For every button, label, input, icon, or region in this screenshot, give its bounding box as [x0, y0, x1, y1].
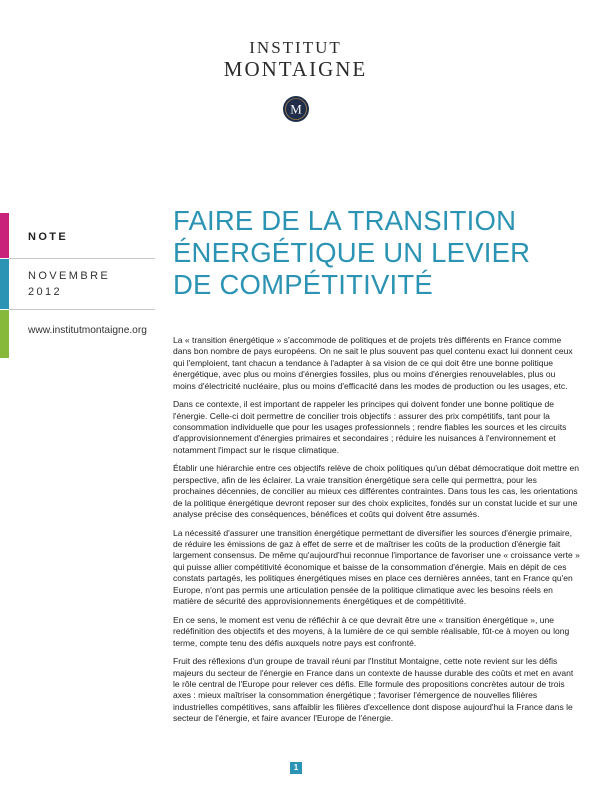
date-color-bar — [0, 259, 9, 309]
body-paragraph: Dans ce contexte, il est important de rappeler les principes qui doivent fonder une bonne politique de l'énergie. Celle-ci doit permettre de concilier trois objectifs : assurer des prix compétitifs, tant pour la consommation individuelle que pour les usages professionnels ; rendre fiables les sources et les circuits d'approvisionnement d'énergies primaires et secondaires ; réduire les nuisances à l'environnement et notamment l'impact sur le risque climatique. — [173, 399, 567, 455]
sidebar-divider — [9, 258, 155, 259]
date-year: 2012 — [28, 286, 63, 298]
document-type-label: NOTE — [28, 231, 69, 243]
body-paragraph: En ce sens, le moment est venu de réfléchir à ce que devrait être une « transition énergétique », une redéfinition des objectifs et des moyens, à la lumière de ce qui semble réalisable, fût-ce à moyen ou long terme, compte tenu des défis auxquels notre pays est confronté. — [173, 614, 570, 648]
emblem-letter: M — [290, 101, 302, 117]
page-title — [173, 205, 573, 301]
title-line: DE COMPÉTITIVITÉ — [173, 269, 433, 300]
institut-montaigne-emblem-icon — [283, 96, 309, 122]
logo-line-institut: INSTITUT — [249, 38, 342, 57]
title-line: FAIRE DE LA TRANSITION — [173, 205, 517, 236]
date-month: NOVEMBRE — [28, 270, 111, 282]
body-paragraph: La nécessité d'assurer une transition énergétique permettant de diversifier les sources d'énergie primaire, de réduire les émissions de gaz à effet de serre et de maîtriser les coûts de la production d'énergie fait largement consensus. De même qu'aujourd'hui reconnue l'importance de favoriser une « croissance verte » qui puisse allier compétitivité économique et baisse de la consommation d'énergie. Mais en dépit de ces constats partagés, les politiques énergétiques mises en place ces dernières années, tant en France qu'en Europe, n'ont pas permis une articulation pensée de la politique climatique avec les besoins réels en matière de sécurité des approvisionnements énergétiques et de compétitivité. — [173, 527, 580, 607]
body-text — [173, 335, 580, 732]
note-color-bar — [0, 213, 9, 258]
website-color-bar — [0, 310, 9, 358]
body-paragraph: Établir une hiérarchie entre ces objectifs relève de choix politiques qu'un débat démocratique doit mettre en perspective, afin de les éclairer. La vraie transition énergétique sera celle qui permettra, pour les prochaines décennies, de concilier au mieux ces différentes contraintes. Dans tous les cas, les orientations de la politique énergétique devront reposer sur des choix explicites, fondés sur un constat lucide et sur une analyse précise des conséquences, bénéfices et coûts qui doivent être assumés. — [173, 463, 579, 520]
body-paragraph: Fruit des réflexions d'un groupe de travail réuni par l'Institut Montaigne, cette note revient sur les défis majeurs du secteur de l'énergie en France dans un contexte de hausse durable des coûts et met en avant le rôle central de l'Europe pour relever ces défis. Elle formule des propositions concrètes autour de trois axes : mieux maîtriser la consommation énergétique ; favoriser l'émergence de nouvelles filières industrielles compétitives, sans affaiblir les filières d'excellence dont dispose aujourd'hui la France dans le secteur de l'énergie, et faire avancer l'Europe de l'énergie. — [173, 656, 574, 724]
body-paragraph: La « transition énergétique » s'accommode de politiques et de projets très différents en France comme dans bon nombre de pays européens. On ne sait le plus souvent pas quel contenu exact lui donnent ceux qui l'emploient, tant chacun a tendance à l'adapter à sa vision de ce qui doit être une bonne politique énergétique, avec plus ou moins d'énergies fossiles, plus ou moins d'énergies renouvelables, plus ou moins d'électricité nucléaire, plus ou moins d'efficacité dans les modes de production ou les usages, etc. — [173, 335, 573, 391]
logo-line-montaigne: MONTAIGNE — [223, 57, 368, 81]
website-link[interactable]: www.institutmontaigne.org — [28, 325, 147, 336]
page-number: 1 — [290, 762, 302, 774]
sidebar-divider — [9, 309, 155, 310]
title-line: ÉNERGÉTIQUE UN LEVIER — [173, 237, 531, 268]
